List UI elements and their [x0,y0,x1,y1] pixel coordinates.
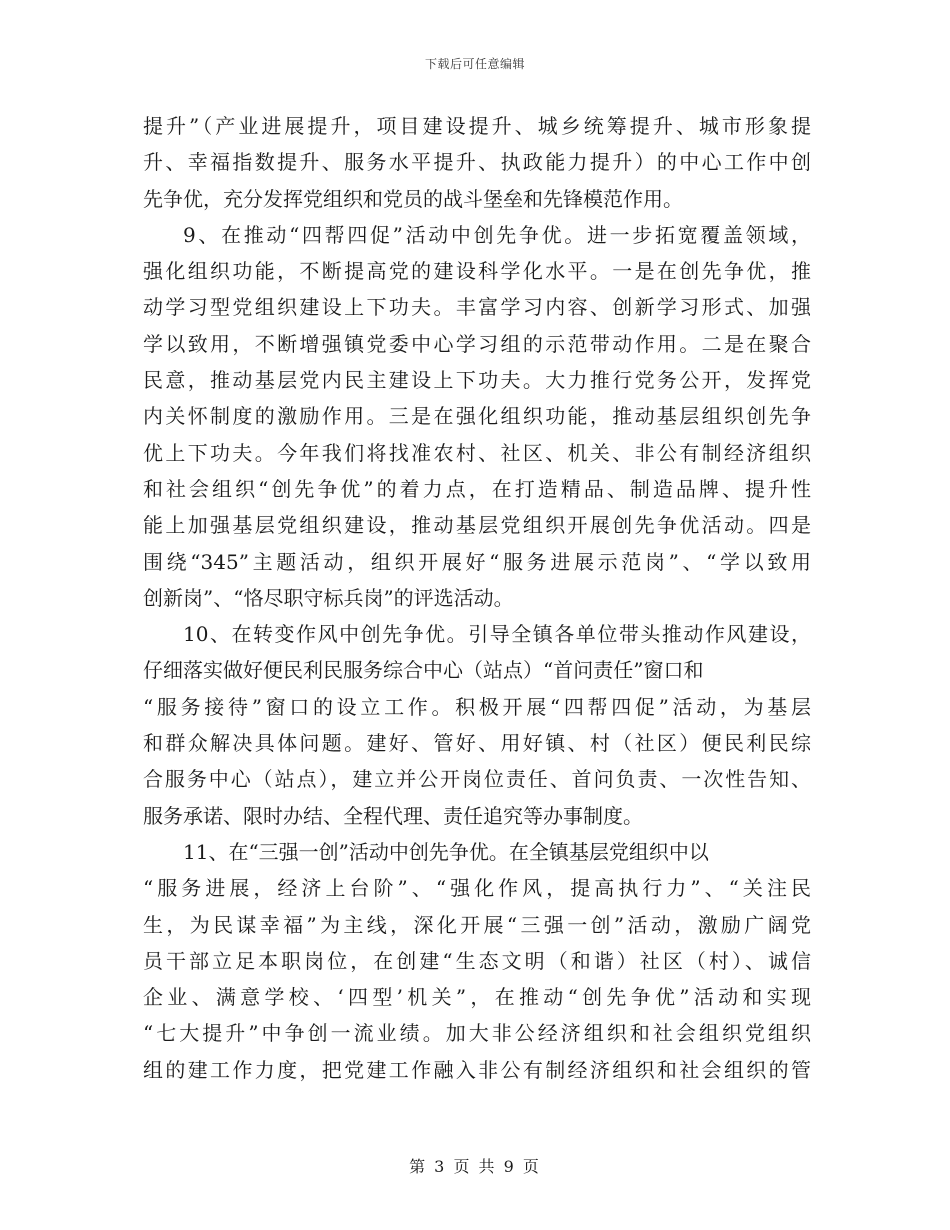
paragraph [143,834,811,1088]
text-line: 先争优，充分发挥党组织和党员的战斗堡垒和先锋模范作用。 [143,186,683,211]
text-line: 优上下功夫。今年我们将找准农村、社区、机关、非公有制经济组织 [143,440,811,465]
text-line: “服务接待”窗口的设立工作。积极开展“四帮四促”活动，为基层 [143,694,811,719]
text-line: 仔细落实做好便民利民服务综合中心（站点）“首问责任”窗口和 [143,658,704,683]
text-line: “七大提升”中争创一流业绩。加大非公经济组织和社会组织党组织 [143,1021,811,1046]
text-line: 员干部立足本职岗位，在创建“生态文明（和谐）社区（村）、诚信 [143,948,811,973]
text-line: 能上加强基层党组织建设，推动基层党组织开展创先争优活动。四是 [143,513,811,538]
text-line: 和群众解决具体问题。建好、管好、用好镇、村（社区）便民利民综 [143,731,811,756]
text-line: 和社会组织“创先争优”的着力点，在打造精品、制造品牌、提升性 [143,476,811,501]
page-number: 第 3 页 共 9 页 [409,1157,541,1176]
paragraph [143,108,811,217]
text-line: 内关怀制度的激励作用。三是在强化组织功能，推动基层组织创先争 [143,404,811,429]
text-line: 创新岗”、“恪尽职守标兵岗”的评选活动。 [143,585,514,610]
text-line: 强化组织功能，不断提高党的建设科学化水平。一是在创先争优，推 [143,259,811,284]
text-line: 合服务中心（站点），建立并公开岗位责任、首问负责、一次性告知、 [143,767,811,792]
text-line: 企业、满意学校、‘四型’机关”，在推动“创先争优”活动和实现 [143,985,811,1010]
text-line: 11、在“三强一创”活动中创先争优。在全镇基层党组织中以 [183,839,709,864]
text-line: 民意，推动基层党内民主建设上下功夫。大力推行党务公开，发挥党 [143,368,811,393]
paragraph [143,616,811,834]
text-line: 学以致用，不断增强镇党委中心学习组的示范带动作用。二是在聚合 [143,331,811,356]
text-line: 围绕“345”主题活动，组织开展好“服务进展示范岗”、“学以致用 [143,549,811,574]
text-line: “服务进展，经济上台阶”、“强化作风，提高执行力”、“关注民 [143,876,811,901]
text-line: 组的建工作力度，把党建工作融入非公有制经济组织和社会组织的管 [143,1057,811,1082]
text-line: 升、幸福指数提升、服务水平提升、执政能力提升）的中心工作中创 [143,150,811,175]
text-line: 提升”（产业进展提升，项目建设提升、城乡统筹提升、城市形象提 [143,114,811,138]
text-line: 服务承诺、限时办结、全程代理、责任追究等办事制度。 [143,803,643,828]
text-line: 生，为民谋幸福”为主线，深化开展“三强一创”活动，激励广阔党 [143,912,811,937]
document-body [143,108,811,1088]
text-line: 动学习型党组织建设上下功夫。丰富学习内容、创新学习形式、加强 [143,295,811,320]
paragraph [143,217,811,616]
text-line: 9、在推动“四帮四促”活动中创先争优。进一步拓宽覆盖领域， [183,222,811,247]
page-header: 下载后可任意编辑 [424,57,525,71]
text-line: 10、在转变作风中创先争优。引导全镇各单位带头推动作风建设， [183,622,811,647]
